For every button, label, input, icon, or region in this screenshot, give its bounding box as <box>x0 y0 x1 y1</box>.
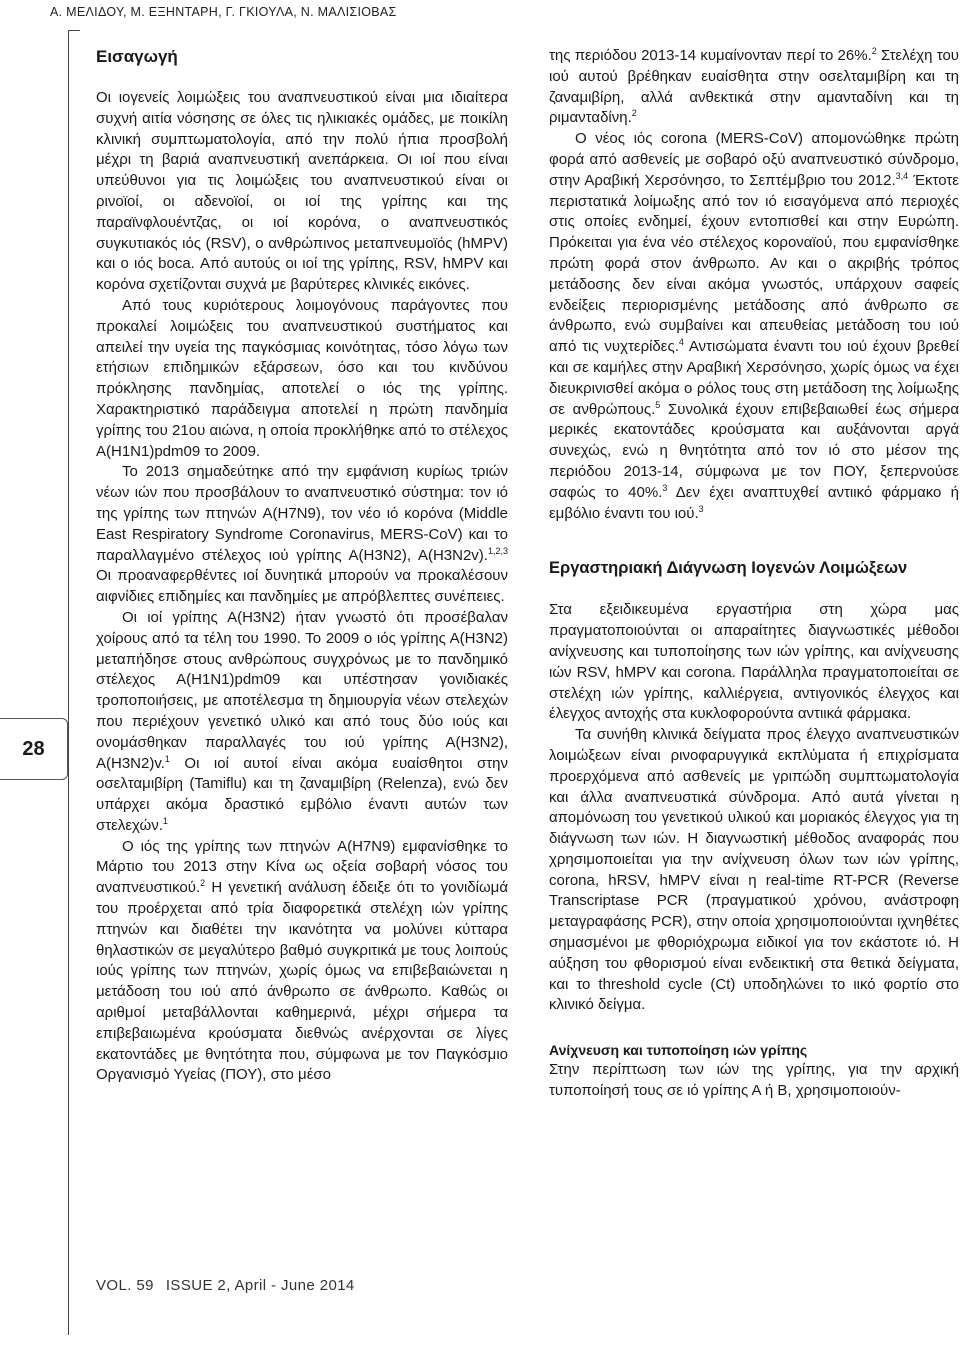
paragraph-text: Δεν έχει αναπτυχθεί αντιικό φάρμακο ή εμβόλιο έναντι του ιού. <box>549 483 959 522</box>
paragraph-text: Από τους κυριότερους λοιμογόνους παράγοντες που προκαλεί λοιμώξεις του αναπνευστικού συστήματος και απειλεί την υγεία της παγκόσμιας κοινότητας, τόσο λόγω των ετήσιων επιδημικών εξάρσεων, όσο και του κινδύνου πρόκλησης πανδημίας, αποτελεί ο ιός της γρίπης. Χαρακτηριστικό παράδειγμα αποτελεί η πρώτη πανδημία γρίπης του 21ου αιώνα, η οποία προκλήθηκε από το στέλεχος Α(H1N1)pdm09 το 2009. <box>96 296 508 460</box>
paragraph <box>96 296 508 462</box>
paragraph <box>549 725 959 1016</box>
paragraph-text: Ο ιός της γρίπης των πτηνών A(H7N9) εμφανίσθηκε το Μάρτιο του 2013 στην Κίνα ως οξεία σοβαρή νόσος του αναπνευστικού. <box>96 837 508 897</box>
paragraph <box>96 608 508 837</box>
subsection-heading: Ανίχνευση και τυποποίηση ιών γρίπης <box>549 1042 808 1059</box>
paragraph-text: Έκτοτε περιστατικά λοίμωξης από τον ιό εισαγόμενα από περιοχές στις οποίες ενδημεί, έχουν εντοπισθεί και στην Ευρώπη. Πρόκειται για ένα νέο στέλεχος κοροναϊού, που εμφανίσθηκε πρώτη φορά στον άνθρωπο. Αν και ο ακριβής τρόπος μετάδοσης δεν είναι ακόμα γνωστός, υπάρχουν σαφείς ενδείξεις περιορισμένης μετάδοσης από άνθρωπο σε άνθρωπο, ενώ συμβαίνει και απευθείας μετάδοση του ιού από τις νυχτερίδες. <box>549 171 959 356</box>
citation: 3 <box>698 503 704 514</box>
section-heading-introduction: Εισαγωγή <box>96 47 178 66</box>
left-column <box>96 46 508 1086</box>
paragraph-text: Οι ιοί αυτοί είναι ακόμα ευαίσθητοι στην οσελταμιβίρη (Tamiflu) και τη ζαναμιβίρη (Relenza), ενώ δεν υπάρχει ακόμα δραστικό εμβόλιο έναντι αυτών των στελεχών. <box>96 754 508 834</box>
paragraph-text: Αντισώματα έναντι του ιού έχουν βρεθεί και σε καμήλες στην Αραβική Χερσόνησο, χωρίς όμως να έχει διευκρινισθεί ακόμα ο ρόλος τους στη μετάδοση της λοίμωξης σε ανθρώπους. <box>549 338 959 418</box>
citation: 4 <box>678 337 684 348</box>
citation: 3,4 <box>895 170 909 181</box>
page-number-tab <box>0 718 68 780</box>
paragraph <box>549 46 959 129</box>
paragraph-text: Οι ιοί γρίπης Α(Η3Ν2) ήταν γνωστό ότι προσέβαλαν χοίρους από τα τέλη του 1990. Το 2009 ο ιός γρίπης Α(Η3Ν2) μεταπήδησε στους ανθρώπους συγχρόνως με το πανδημικό στέλεχος Α(Η1Ν1)pdm09 και υπέστησαν γονιδιακές τροποποιήσεις, με αποτέλεσμα τη δημιουργία νέων στελεχών που περιέχουν γενετικό υλικό και από τους δύο ιούς και ονομάσθηκαν παραλλαγές του ιού γρίπης Α(Η3Ν2), Α(Η3Ν2)v. <box>96 608 508 772</box>
paragraph-text: Στελέχη του ιού αυτού βρέθηκαν ευαίσθητα στην οσελταμιβίρη και τη ζαναμιβίρη, αλλά ανθεκτικά στην αμανταδίνη και τη ριμανταδίνη. <box>549 47 959 127</box>
citation: 1 <box>164 753 170 764</box>
margin-rule-tick <box>68 30 80 31</box>
paragraph-text: Συνολικά έχουν επιβεβαιωθεί έως σήμερα μερικές εκατοντάδες κρούσματα και αυξάνονται αργά συνεχώς, ενώ η θνητότητα από τον ιό στο μέσον της περιόδου 2013-14, σύμφωνα με τον ΠΟΥ, ξεπερνούσε σαφώς το 40%. <box>549 400 959 501</box>
paragraph <box>96 837 508 1087</box>
paragraph-text: Τα συνήθη κλινικά δείγματα προς έλεγχο αναπνευστικών λοιμώξεων είναι ρινοφαρυγγικά εκπλύματα ή επιχρίσματα προερχόμενα από ασθενείς με γριπώδη συμπτωματολογία και άλλα αναπνευστικά σύνδρομα. Από αυτά γίνεται η απομόνωση του γενετικού υλικού και μοριακός έλεγχος για τη διάγνωση των ιών. Η διαγνωστική μέθοδος αναφοράς που χρησιμοποιείται για την ανίχνευση όλων των ιών γρίπης, corona, hRSV, hMPV είναι η real-time RT-PCR (Reverse Transcriptase PCR (πραγματικού χρόνου, ανάστροφη μεταγραφάσης PCR), στην οποία χρησιμοποιούνται ιχνηθέτες σημασμένοι με φθοριόχρωμα ειδικοί για τον εκάστοτε ιό. Η αύξηση του φθορισμού είναι ενδεικτική στα θετικά δείγματα, και το threshold cycle (Ct) υποδηλώνει το ιικό φορτίο στο κλινικό δείγμα. <box>549 726 959 1014</box>
footer-journal-info <box>96 1277 355 1294</box>
paragraph-text: Στην περίπτωση των ιών της γρίπης, για την αρχική τυποποίησή τους σε ιό γρίπης Α ή Β, χρησιμοποιούν- <box>549 1061 959 1100</box>
paragraph-text: Οι προαναφερθέντες ιοί δυνητικά μπορούν να προκαλέσουν αιφνίδιες επιδημίες και πανδημίες με απρόβλεπτες συνέπειες. <box>96 567 508 606</box>
paragraph-text: Η γενετική ανάλυση έδειξε ότι το γονιδίωμά του προέρχεται από τρία διαφορετικά στελέχη ιών γρίπης πτηνών και διαθέτει την ικανότητα να μολύνει κύτταρα θηλαστικών σε μεγαλύτερο βαθμό συγκριτικά με τους λοιπούς ιούς γρίπης των πτηνών, χωρίς όμως να επιβεβαιώνεται η μετάδοση του ιού από άνθρωπο σε άνθρωπο. Καθώς οι αριθμοί μεταβάλλονται καθημερινά, μέχρι σήμερα τα επιβεβαιωμένα κρούσματα διεθνώς ανέρχονται σε λίγες εκατοντάδες με θνητότητα που, σύμφωνα με τον Παγκόσμιο Οργανισμό Υγείας (ΠΟΥ), στο μέσο <box>96 879 508 1084</box>
citation: 1,2,3 <box>487 545 508 556</box>
paragraph <box>96 462 508 608</box>
footer-issue: ISSUE 2, April - June 2014 <box>165 1277 355 1294</box>
citation: 3 <box>662 482 668 493</box>
paragraph <box>549 600 959 725</box>
paragraph-text: Στα εξειδικευμένα εργαστήρια στη χώρα μας πραγματοποιούνται οι απαραίτητες διαγνωστικές μέθοδοι ανίχνευσης και τυποποίησης των ιών γρίπης, και ανίχνευσης ιών RSV, hMPV και corona. Παράλληλα πραγματοποιείται σε στελέχη ιών γρίπης, καλλιέργεια, αντιγονικός έλεγχος και έλεγχος αντοχής στα κυκλοφορούντα αντιικά φάρμακα. <box>549 601 959 723</box>
paragraph <box>549 129 959 524</box>
paragraph-text: Ο νέος ιός corona (MERS-CoV) απομονώθηκε πρώτη φορά από ασθενείς με σοβαρό οξύ αναπνευστικό σύνδρομο, στην Αραβική Χερσόνησο, το Σεπτέμβριο του 2012. <box>549 130 959 189</box>
paragraph-text: της περιόδου 2013-14 κυμαίνονταν περί το 26%. <box>549 47 872 64</box>
paragraph <box>549 1060 959 1102</box>
section-heading-lab-diagnosis: Εργαστηριακή Διάγνωση Ιογενών Λοιμώξεων <box>549 559 908 578</box>
citation: 1 <box>162 815 168 826</box>
citation: 2 <box>200 878 206 889</box>
margin-rule <box>68 30 69 1335</box>
paragraph-text: Το 2013 σημαδεύτηκε από την εμφάνιση κυρίως τριών νέων ιών που προσβάλουν το αναπνευστικό σύστημα: τον ιό της γρίπης των πτηνών A(H7N9), τον νέο ιό κορόνα (Middle East Respiratory Syndrome Coronavirus, MERS-CoV) και το παραλλαγμένο στέλεχος ιού γρίπης Α(Η3Ν2), Α(Η3Ν2v). <box>96 463 508 564</box>
paragraph-text: Οι ιογενείς λοιμώξεις του αναπνευστικού είναι μια ιδιαίτερα συχνή αιτία νόσησης σε όλες τις ηλικιακές ομάδες, με ποικίλη κλινική συμπτωματολογία, από την πολύ ήπια προσβολή μέχρι τη βαριά αναπνευστική ανεπάρκεια. Οι ιοί που είναι υπεύθυνοι για τις λοιμώξεις του αναπνευστικού είναι οι ρινοϊοί, οι αδενοϊοί, οι ιοί της γρίπης και της παραϊνφλουέντζας, οι ιοί κορόνα, ο αναπνευστικός συγκυτιακός ιός (RSV), ο ανθρώπινος μεταπνευμοϊός (hMPV) και ο ιός boca. Από αυτούς οι ιοί της γρίπης, RSV, hMPV και κορόνα σχετίζονται συχνά με βαρύτερες κλινικές εικόνες. <box>96 89 508 294</box>
footer-volume: VOL. 59 <box>96 1277 154 1294</box>
citation: 2 <box>631 108 637 119</box>
right-column <box>549 46 959 1102</box>
running-header-authors: Α. ΜΕΛΙΔΟΥ, Μ. ΕΞΗΝΤΑΡΗ, Γ. ΓΚΙΟΥΛΑ, Ν. ΜΑΛΙΣΙΟΒΑΣ <box>50 5 397 19</box>
citation: 5 <box>655 399 661 410</box>
paragraph <box>96 88 508 296</box>
page-number: 28 <box>22 737 45 760</box>
citation: 2 <box>871 46 877 56</box>
